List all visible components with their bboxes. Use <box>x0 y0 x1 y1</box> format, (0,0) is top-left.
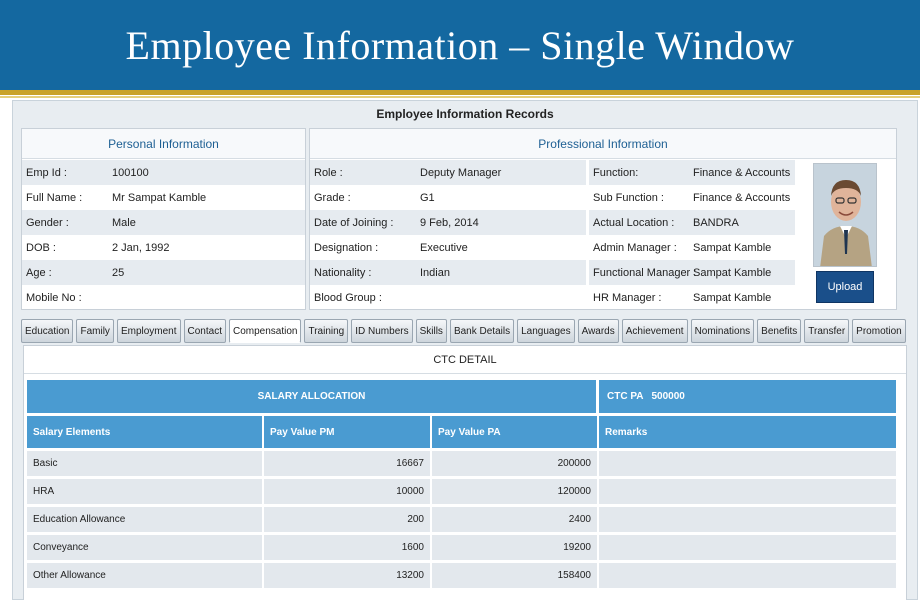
field-value: 25 <box>112 266 125 279</box>
field-label: Functional Manager : <box>593 266 697 279</box>
tab-compensation[interactable]: Compensation <box>229 319 301 343</box>
field-label: Designation : <box>314 241 379 254</box>
professional-field-row <box>310 285 586 310</box>
field-value: Deputy Manager <box>420 166 502 179</box>
field-value: Mr Sampat Kamble <box>112 191 207 204</box>
personal-field-row <box>22 260 305 285</box>
professional-field-row <box>589 260 795 285</box>
pay-pm-cell: 1600 <box>264 535 430 560</box>
pay-pm-cell: 200 <box>264 507 430 532</box>
professional-field-row <box>310 210 586 235</box>
pay-pa-cell: 120000 <box>432 479 597 504</box>
field-label: Mobile No : <box>26 291 82 304</box>
field-value: BANDRA <box>693 216 739 229</box>
remarks-header: Remarks <box>599 416 896 448</box>
professional-field-row <box>589 160 795 185</box>
salary-allocation-header: SALARY ALLOCATION <box>27 380 596 413</box>
field-value: 2 Jan, 1992 <box>112 241 170 254</box>
records-window <box>12 100 918 600</box>
pay-pa-cell: 158400 <box>432 563 597 588</box>
remarks-cell <box>599 507 896 532</box>
personal-info-heading: Personal Information <box>22 129 305 159</box>
remarks-cell <box>599 535 896 560</box>
pay-pm-cell: 13200 <box>264 563 430 588</box>
field-label: Function: <box>593 166 639 179</box>
field-label: Gender : <box>26 216 69 229</box>
tab-languages[interactable]: Languages <box>517 319 575 343</box>
field-value: Executive <box>420 241 468 254</box>
field-value: Sampat Kamble <box>693 241 772 254</box>
tab-id-numbers[interactable]: ID Numbers <box>351 319 412 343</box>
professional-field-row <box>310 235 586 260</box>
field-label: Date of Joining : <box>314 216 394 229</box>
remarks-cell <box>599 451 896 476</box>
salary-element-cell: Education Allowance <box>27 507 262 532</box>
personal-field-row <box>22 210 305 235</box>
tab-bank-details[interactable]: Bank Details <box>450 319 514 343</box>
field-label: Age : <box>26 266 52 279</box>
remarks-cell <box>599 479 896 504</box>
ctc-pa-header <box>599 380 896 413</box>
tab-achievement[interactable]: Achievement <box>622 319 688 343</box>
field-value: Male <box>112 216 136 229</box>
banner-title: Employee Information – Single Window <box>125 22 795 68</box>
professional-field-row <box>310 160 586 185</box>
salary-element-cell: Basic <box>27 451 262 476</box>
field-label: Role : <box>314 166 343 179</box>
ctc-pa-label: CTC PA <box>607 391 644 402</box>
tab-awards[interactable]: Awards <box>578 319 619 343</box>
field-value: G1 <box>420 191 435 204</box>
ctc-pa-value: 500000 <box>651 391 685 402</box>
tab-benefits[interactable]: Benefits <box>757 319 801 343</box>
tab-promotion[interactable]: Promotion <box>852 319 906 343</box>
employee-photo <box>813 163 877 267</box>
tab-family[interactable]: Family <box>76 319 113 343</box>
field-label: Emp Id : <box>26 166 67 179</box>
pay-pa-cell: 200000 <box>432 451 597 476</box>
pay-value-pa-header: Pay Value PA <box>432 416 597 448</box>
tab-contact[interactable]: Contact <box>184 319 226 343</box>
field-value: Finance & Accounts <box>693 166 791 179</box>
pay-pa-cell: 19200 <box>432 535 597 560</box>
tab-education[interactable]: Education <box>21 319 73 343</box>
field-label: HR Manager : <box>593 291 662 304</box>
tab-nominations[interactable]: Nominations <box>691 319 755 343</box>
professional-field-row <box>310 185 586 210</box>
professional-field-row <box>589 185 795 210</box>
pay-pm-cell: 10000 <box>264 479 430 504</box>
professional-field-row <box>310 260 586 285</box>
employee-photo-image <box>814 164 877 267</box>
banner-divider-secondary <box>0 96 920 98</box>
tab-training[interactable]: Training <box>304 319 348 343</box>
field-label: Blood Group : <box>314 291 382 304</box>
personal-field-row <box>22 160 305 185</box>
pay-pa-cell: 2400 <box>432 507 597 532</box>
field-value: Finance & Accounts <box>693 191 791 204</box>
professional-info-panel <box>309 128 897 310</box>
field-value: Sampat Kamble <box>693 291 772 304</box>
field-value: 9 Feb, 2014 <box>420 216 479 229</box>
tab-transfer[interactable]: Transfer <box>804 319 849 343</box>
ctc-detail-panel <box>23 345 907 600</box>
tab-employment[interactable]: Employment <box>117 319 181 343</box>
professional-field-row <box>589 210 795 235</box>
salary-element-cell: Other Allowance <box>27 563 262 588</box>
upload-button[interactable]: Upload <box>816 271 874 303</box>
salary-elements-header: Salary Elements <box>27 416 262 448</box>
pay-pm-cell: 16667 <box>264 451 430 476</box>
field-label: Full Name : <box>26 191 83 204</box>
field-label: Grade : <box>314 191 351 204</box>
salary-element-cell: HRA <box>27 479 262 504</box>
professional-field-row <box>589 235 795 260</box>
salary-element-cell: Conveyance <box>27 535 262 560</box>
field-label: DOB : <box>26 241 56 254</box>
tab-skills[interactable]: Skills <box>416 319 447 343</box>
field-label: Nationality : <box>314 266 372 279</box>
banner-divider <box>0 90 920 95</box>
field-label: Sub Function : <box>593 191 664 204</box>
professional-info-heading: Professional Information <box>310 129 896 159</box>
field-value: 100100 <box>112 166 149 179</box>
pay-value-pm-header: Pay Value PM <box>264 416 430 448</box>
section-tabs <box>21 319 906 343</box>
professional-field-row <box>589 285 795 310</box>
personal-field-row <box>22 235 305 260</box>
records-title: Employee Information Records <box>376 107 554 121</box>
field-label: Actual Location : <box>593 216 675 229</box>
field-value: Indian <box>420 266 450 279</box>
personal-field-row <box>22 185 305 210</box>
field-label: Admin Manager : <box>593 241 677 254</box>
ctc-detail-title: CTC DETAIL <box>24 346 906 374</box>
field-value: Sampat Kamble <box>693 266 772 279</box>
remarks-cell <box>599 563 896 588</box>
personal-info-panel <box>21 128 306 310</box>
personal-field-row <box>22 285 305 310</box>
title-banner <box>0 0 920 90</box>
